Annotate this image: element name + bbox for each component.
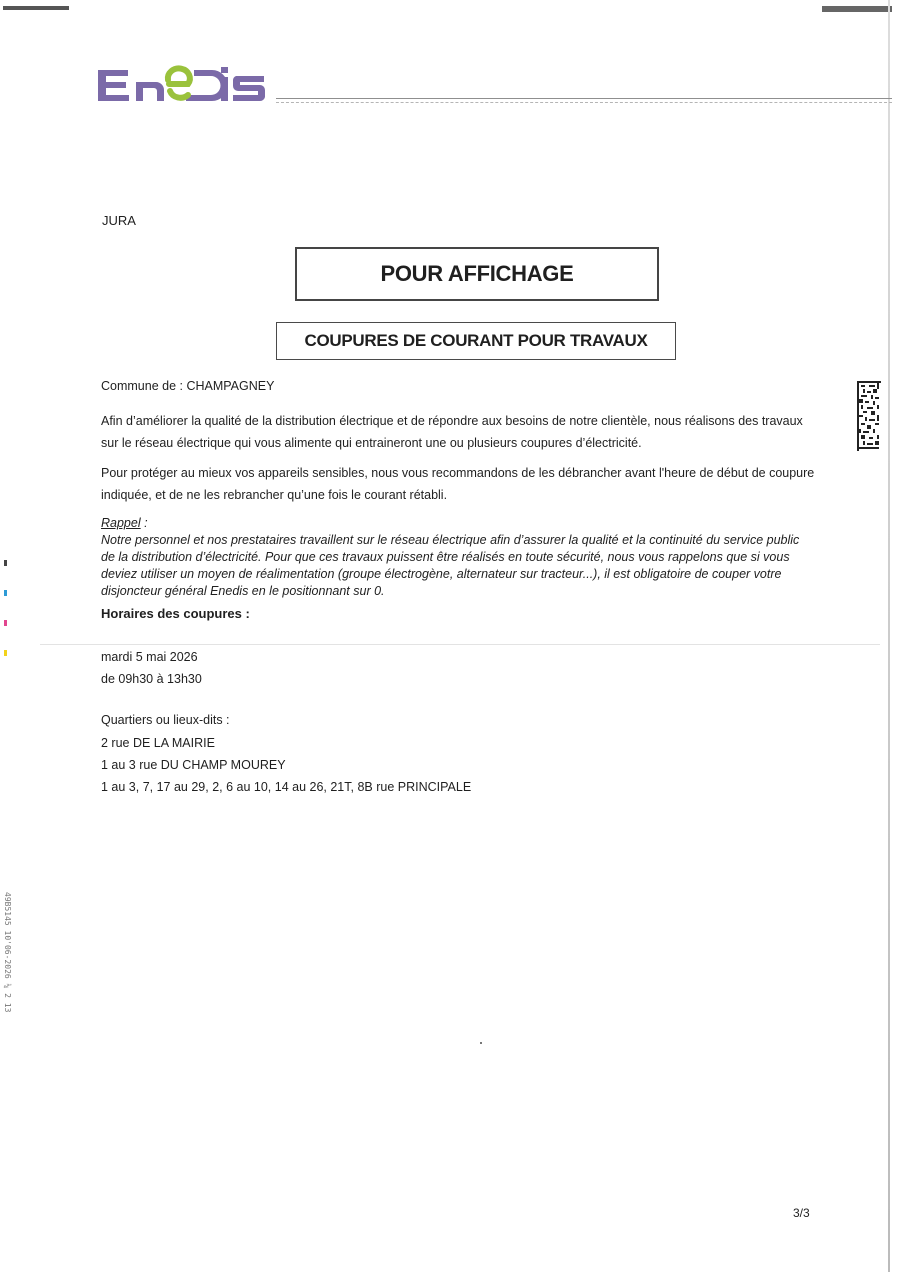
- pour-affichage-title: POUR AFFICHAGE: [380, 261, 574, 286]
- color-registration-marks: [4, 560, 8, 660]
- coupures-subtitle-box: [276, 322, 676, 360]
- street-item: 1 au 3, 7, 17 au 29, 2, 6 au 10, 14 au 26, 21T, 8B rue PRINCIPALE: [101, 780, 472, 794]
- paragraph-line: indiquée, et de ne les rebrancher qu’une fois le courant rétabli.: [101, 488, 448, 502]
- rappel-line: Notre personnel et nos prestataires travaillent sur le réseau électrique afin d’assurer la qualité et la continuité du service public: [101, 533, 800, 547]
- page-right-edge: [888, 0, 890, 1272]
- paragraph-travaux: [101, 410, 831, 454]
- outage-time-range: de 09h30 à 13h30: [101, 672, 202, 686]
- paragraph-line: Afin d’améliorer la qualité de la distribution électrique et de répondre aux besoins de notre clientèle, nous réalisons des travaux: [101, 414, 803, 428]
- scan-mark-top-right: [822, 6, 892, 12]
- rappel-line: disjoncteur général Enedis en le positionnant sur 0.: [101, 584, 385, 598]
- outage-date: mardi 5 mai 2026: [101, 650, 198, 664]
- registration-mark-magenta: [4, 620, 7, 626]
- registration-mark-black: [4, 560, 7, 566]
- paragraph-line: Pour protéger au mieux vos appareils sensibles, nous vous recommandons de les débrancher avant l'heure de début de coupure: [101, 466, 815, 480]
- speck: [480, 1042, 482, 1044]
- registration-mark-cyan: [4, 590, 7, 596]
- rappel-heading: [101, 515, 831, 532]
- rappel-line: deviez utiliser un moyen de réalimentation (groupe électrogène, alternateur sur tracteur...), il est obligatoire de couper votre: [101, 567, 782, 581]
- quartiers-title: Quartiers ou lieux-dits :: [101, 713, 230, 727]
- datamatrix-code-icon: [857, 381, 881, 451]
- rappel-line: de la distribution d’électricité. Pour que ces travaux puissent être réalisés en toute sécurité, nous vous rappelons que si vous: [101, 550, 790, 564]
- pour-affichage-box: [295, 247, 659, 301]
- horaires-title: Horaires des coupures :: [101, 606, 250, 621]
- rappel-colon: :: [140, 516, 148, 530]
- scan-mark-top-left: [3, 6, 69, 10]
- rappel-title: Rappel: [101, 516, 141, 530]
- page-number: 3/3: [793, 1206, 810, 1220]
- street-item: 2 rue DE LA MAIRIE: [101, 736, 215, 750]
- paragraph-line: sur le réseau électrique qui vous alimente qui entraineront une ou plusieurs coupures d’électricité.: [101, 436, 642, 450]
- rappel-block: [101, 515, 831, 600]
- coupures-subtitle: COUPURES DE COURANT POUR TRAVAUX: [304, 331, 648, 350]
- scanner-side-text-value: 49B5145 10'06-2026 ¼ 2 13: [3, 892, 12, 1013]
- fold-line: [40, 644, 880, 645]
- enedis-logo: [96, 62, 268, 108]
- commune-line: Commune de : CHAMPAGNEY: [101, 379, 275, 393]
- registration-mark-yellow: [4, 650, 7, 656]
- paragraph-appareils: [101, 462, 831, 506]
- scanner-side-text: [0, 892, 14, 1042]
- department-label: JURA: [102, 213, 136, 228]
- street-item: 1 au 3 rue DU CHAMP MOUREY: [101, 758, 286, 772]
- header-rule: [276, 98, 892, 103]
